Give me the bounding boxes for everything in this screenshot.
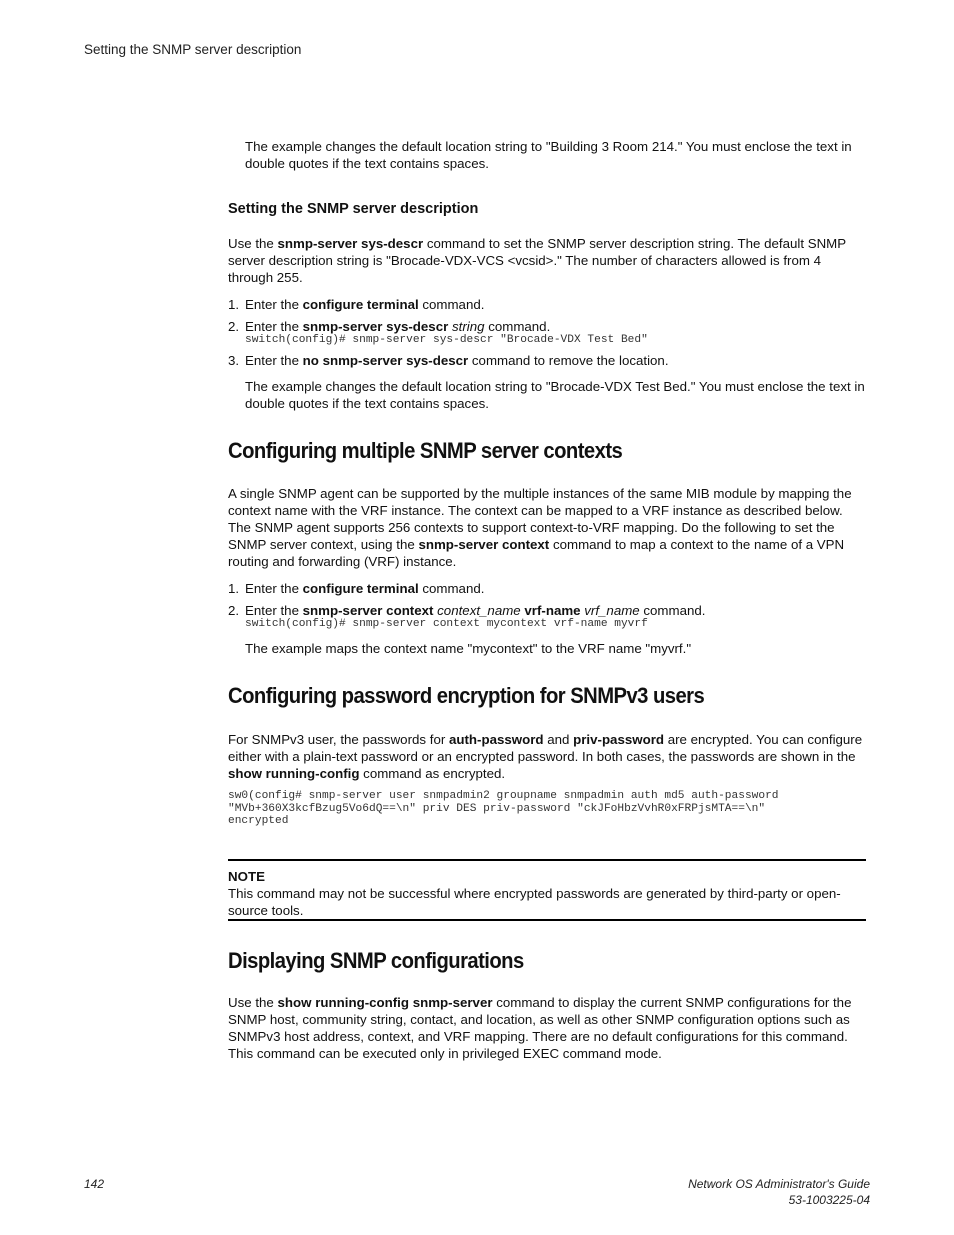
page-number: 142 bbox=[84, 1177, 105, 1191]
sysdescr-code-example: switch(config)# snmp-server sys-descr "Brocade-VDX Test Bed" bbox=[245, 334, 648, 346]
contexts-paragraph: A single SNMP agent can be supported by the multiple instances of the same MIB module by mapping the context name with the VRF instance. The context can be mapped to a VRF instance as described below. The SNMP agent supports 256 contexts to support context-to-VRF mapping. Do the following to set the SNMP server context, using the snmp-server context command to map a context to the name of a VPN routing and forwarding (VRF) instance. bbox=[228, 486, 852, 569]
snmpv3-code-example: sw0(config# snmp-server user snmpadmin2 groupname snmpadmin auth md5 auth-password "MVb+360X3kcfBzug5Vo6dQ==\n" priv DES priv-password "ckJFoHbzVvhR0xFRPjsMTA==\n" encrypted bbox=[228, 790, 779, 827]
note-bottom-rule bbox=[228, 919, 866, 921]
sysdescr-step-3: 3. Enter the no snmp-server sys-descr command to remove the location. bbox=[228, 353, 669, 368]
doc-number: 53-1003225-04 bbox=[788, 1193, 870, 1207]
intro-paragraph: The example changes the default location string to "Building 3 Room 214." You must enclose the text in double quotes if the text contains spaces. bbox=[245, 139, 852, 171]
display-paragraph: Use the show running-config snmp-server command to display the current SNMP configurations for the SNMP host, community string, contact, and location, as well as other SNMP configuration options such as SNMPv3 host address, context, and VRF mapping. There are no default configurations for this command. This command can be executed only in privileged EXEC command mode. bbox=[228, 995, 852, 1061]
contexts-step-2: 2. Enter the snmp-server context context_name vrf-name vrf_name command. bbox=[228, 603, 706, 618]
contexts-code-example: switch(config)# snmp-server context mycontext vrf-name myvrf bbox=[245, 618, 648, 630]
running-header: Setting the SNMP server description bbox=[84, 42, 302, 57]
sysdescr-step-2: 2. Enter the snmp-server sys-descr string command. bbox=[228, 319, 551, 334]
note-text: This command may not be successful where encrypted passwords are generated by third-party or open-source tools. bbox=[228, 886, 841, 918]
sysdescr-step-1: 1. Enter the configure terminal command. bbox=[228, 297, 485, 312]
contexts-example-note: The example maps the context name "mycontext" to the VRF name "myvrf." bbox=[245, 641, 692, 656]
contexts-step-1: 1. Enter the configure terminal command. bbox=[228, 581, 485, 596]
footer-guide-info bbox=[688, 1176, 870, 1208]
guide-title: Network OS Administrator's Guide bbox=[688, 1177, 870, 1191]
section-heading-display: Displaying SNMP configurations bbox=[228, 948, 524, 973]
sysdescr-paragraph: Use the snmp-server sys-descr command to set the SNMP server description string. The default SNMP server description string is "Brocade-VDX-VCS <vcsid>." The number of characters allowed is from 4 through 255. bbox=[228, 236, 846, 285]
section-heading-snmpv3: Configuring password encryption for SNMPv3 users bbox=[228, 683, 705, 708]
snmpv3-paragraph: For SNMPv3 user, the passwords for auth-password and priv-password are encrypted. You can configure either with a plain-text password or an encrypted password. In both cases, the passwords are shown in the show running-config command as encrypted. bbox=[228, 732, 863, 781]
section-heading-contexts: Configuring multiple SNMP server contexts bbox=[228, 438, 623, 463]
note-top-rule bbox=[228, 859, 866, 861]
note-label: NOTE bbox=[228, 869, 265, 884]
sysdescr-example-note: The example changes the default location string to "Brocade-VDX Test Bed." You must enclose the text in double quotes if the text contains spaces. bbox=[245, 379, 865, 411]
subsection-heading-sysdescr: Setting the SNMP server description bbox=[228, 201, 479, 217]
